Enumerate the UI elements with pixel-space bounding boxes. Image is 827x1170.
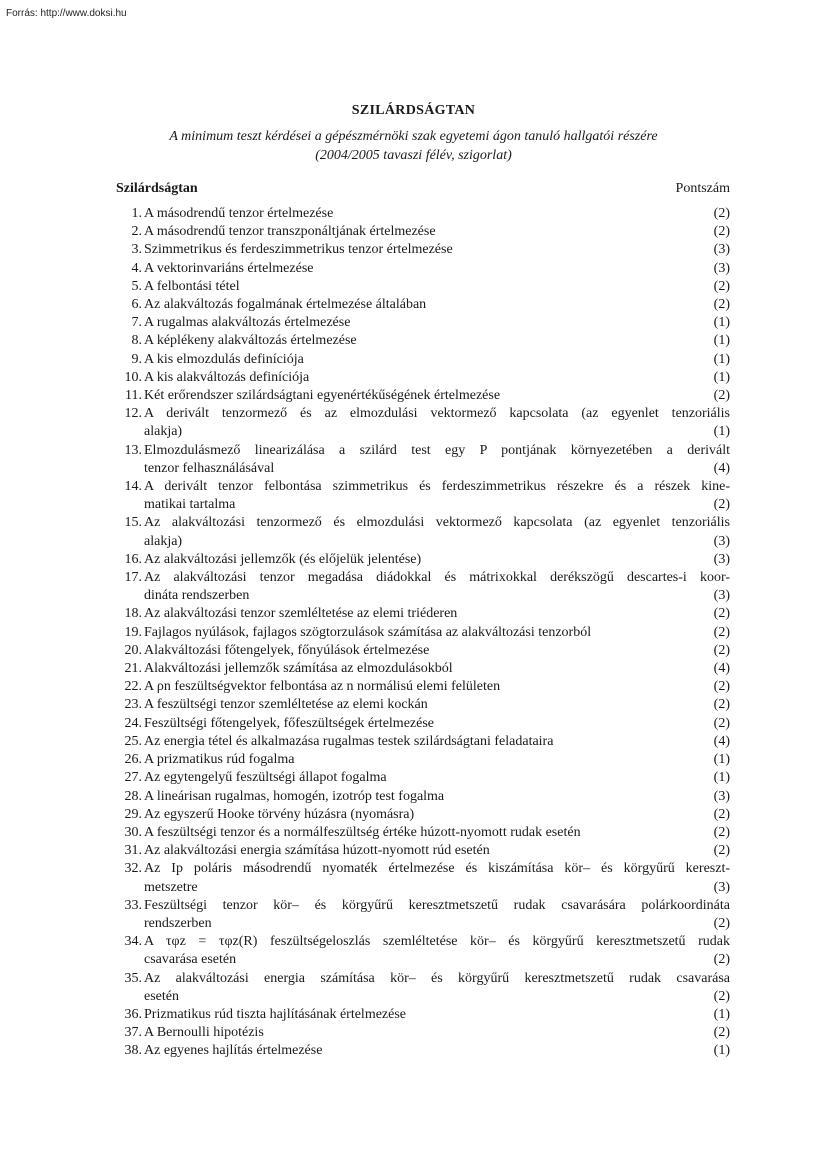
question-number: 27. <box>124 770 142 786</box>
question-item <box>116 551 730 569</box>
question-body <box>144 351 730 369</box>
question-points: (3) <box>713 879 730 895</box>
question-item <box>116 824 730 842</box>
question-text: A prizmatikus rúd fogalma <box>144 752 295 768</box>
question-text: Alakváltozási jellemzők számítása az elmozdulásokból <box>144 661 453 677</box>
question-text-line2: dináta rendszerben <box>144 588 250 604</box>
question-text-line2: esetén <box>144 988 179 1004</box>
question-list <box>116 205 730 1061</box>
question-text: A másodrendű tenzor értelmezése <box>144 206 334 221</box>
points-column-header: Pontszám <box>675 181 730 196</box>
question-points: (1) <box>713 1043 730 1059</box>
question-body <box>144 733 730 751</box>
question-number: 1. <box>131 206 142 221</box>
section-title: Szilárdságtan <box>116 181 198 196</box>
question-item <box>116 751 730 769</box>
question-text: A feszültségi tenzor szemléltetése az elemi kockán <box>144 697 428 713</box>
question-body <box>144 769 730 787</box>
question-number: 14. <box>124 479 142 495</box>
question-text: Fajlagos nyúlások, fajlagos szögtorzulások számítása az alakváltozási tenzorból <box>144 624 592 640</box>
question-points: (1) <box>713 1006 730 1022</box>
question-number: 4. <box>131 260 142 276</box>
question-number: 26. <box>124 752 142 768</box>
question-text: A kis alakváltozás definíciója <box>144 369 310 385</box>
question-number: 11. <box>125 388 142 404</box>
question-item <box>116 478 730 514</box>
question-item <box>116 769 730 787</box>
question-text-line1: Az alakváltozási energia számítása kör– és körgyűrű keresztmetszetű rudak csavarása <box>144 970 730 986</box>
question-text: Az energia tétel és alkalmazása rugalmas testek szilárdságtani feladataira <box>144 733 554 749</box>
section-header <box>116 181 730 197</box>
question-number: 19. <box>124 624 142 640</box>
question-points: (3) <box>713 242 730 258</box>
question-text: Az egyszerű Hooke törvény húzásra (nyomásra) <box>144 806 415 822</box>
question-body <box>144 788 730 806</box>
question-text: A képlékeny alakváltozás értelmezése <box>144 333 357 349</box>
question-body <box>144 569 730 605</box>
question-number: 2. <box>131 224 142 240</box>
question-points: (1) <box>713 770 730 786</box>
question-text-line2: alakja) <box>144 533 183 549</box>
question-text-line2: tenzor felhasználásával <box>144 460 275 476</box>
question-body <box>144 715 730 733</box>
question-body <box>144 442 730 478</box>
question-item <box>116 642 730 660</box>
question-points: (2) <box>713 715 730 731</box>
question-points: (2) <box>713 697 730 713</box>
question-number: 10. <box>124 369 142 385</box>
question-number: 7. <box>131 315 142 331</box>
question-points: (1) <box>713 315 730 331</box>
question-body <box>144 405 730 441</box>
question-text: Az alakváltozás fogalmának értelmezése általában <box>144 297 427 313</box>
question-item <box>116 405 730 441</box>
question-number: 5. <box>131 278 142 294</box>
question-number: 24. <box>124 715 142 731</box>
question-body <box>144 260 730 278</box>
question-item <box>116 933 730 969</box>
document-title: SZILÁRDSÁGTAN <box>351 103 476 118</box>
question-points: (2) <box>713 1025 730 1041</box>
question-item <box>116 223 730 241</box>
question-points: (2) <box>713 388 730 404</box>
question-body <box>144 478 730 514</box>
question-text-line1: A derivált tenzor felbontása szimmetrikus és ferdeszimmetrikus részekre és a részek kine- <box>144 479 730 495</box>
question-body <box>144 751 730 769</box>
question-number: 22. <box>124 679 142 695</box>
question-body <box>144 1006 730 1024</box>
question-body <box>144 660 730 678</box>
question-item <box>116 806 730 824</box>
question-body <box>144 314 730 332</box>
question-number: 33. <box>124 897 142 913</box>
question-number: 8. <box>131 333 142 349</box>
question-number: 38. <box>124 1043 142 1059</box>
question-text-line1: A derivált tenzormező és az elmozdulási vektormező kapcsolata (az egyenlet tenzoriális <box>144 406 730 422</box>
question-points: (4) <box>713 733 730 749</box>
question-body <box>144 514 730 550</box>
question-points: (1) <box>713 333 730 349</box>
question-text-line1: Az alakváltozási tenzor megadása diádokkal és mátrixokkal derékszögű descartes-i koor- <box>144 570 730 586</box>
question-points: (2) <box>713 642 730 658</box>
question-points: (1) <box>713 351 730 367</box>
question-body <box>144 1024 730 1042</box>
question-item <box>116 205 730 223</box>
question-points: (2) <box>713 952 730 968</box>
question-text: Az alakváltozási jellemzők (és előjelük jelentése) <box>144 551 422 567</box>
question-number: 25. <box>124 733 142 749</box>
question-item <box>116 1024 730 1042</box>
question-item <box>116 296 730 314</box>
question-text: A rugalmas alakváltozás értelmezése <box>144 315 351 331</box>
question-text: Szimmetrikus és ferdeszimmetrikus tenzor értelmezése <box>144 242 453 258</box>
question-number: 18. <box>124 606 142 622</box>
question-body <box>144 624 730 642</box>
source-note: Forrás: http://www.doksi.hu <box>6 8 127 19</box>
question-text: A másodrendű tenzor transzponáltjának értelmezése <box>144 224 436 240</box>
question-item <box>116 332 730 350</box>
question-points: (2) <box>713 988 730 1004</box>
question-points: (1) <box>713 424 730 440</box>
question-number: 30. <box>124 824 142 840</box>
question-body <box>144 933 730 969</box>
question-points: (2) <box>713 679 730 695</box>
question-item <box>116 678 730 696</box>
question-text: A lineárisan rugalmas, homogén, izotróp test fogalma <box>144 788 445 804</box>
question-item <box>116 788 730 806</box>
question-item <box>116 241 730 259</box>
question-points: (2) <box>713 297 730 313</box>
question-body <box>144 897 730 933</box>
question-number: 34. <box>124 934 142 950</box>
question-text-line2: metszetre <box>144 879 198 895</box>
question-text: A kis elmozdulás definíciója <box>144 351 304 367</box>
question-text: A feszültségi tenzor és a normálfeszültség értéke húzott-nyomott rudak esetén <box>144 824 581 840</box>
question-number: 21. <box>124 661 142 677</box>
question-text: A felbontási tétel <box>144 278 240 294</box>
question-number: 9. <box>131 351 142 367</box>
question-points: (2) <box>713 806 730 822</box>
question-item <box>116 605 730 623</box>
question-text-line2: matikai tartalma <box>144 497 236 513</box>
question-body <box>144 970 730 1006</box>
question-number: 12. <box>124 406 142 422</box>
question-text: Az egyenes hajlítás értelmezése <box>144 1043 323 1059</box>
question-text: Az egytengelyű feszültségi állapot fogalma <box>144 770 387 786</box>
question-text: Alakváltozási főtengelyek, főnyúlások értelmezése <box>144 642 430 658</box>
question-body <box>144 241 730 259</box>
question-points: (2) <box>713 206 730 221</box>
question-body <box>144 678 730 696</box>
question-number: 6. <box>131 297 142 313</box>
document-subtitle: A minimum teszt kérdései a gépészmérnöki szak egyetemi ágon tanuló hallgatói részére <box>169 129 658 144</box>
question-body <box>144 696 730 714</box>
question-item <box>116 897 730 933</box>
question-number: 31. <box>124 843 142 859</box>
question-text: Két erőrendszer szilárdságtani egyenértékűségének értelmezése <box>144 388 501 404</box>
question-number: 36. <box>124 1006 142 1022</box>
question-number: 13. <box>124 442 142 458</box>
question-item <box>116 314 730 332</box>
question-number: 16. <box>124 551 142 567</box>
question-item <box>116 624 730 642</box>
question-item <box>116 733 730 751</box>
question-number: 28. <box>124 788 142 804</box>
question-points: (2) <box>713 624 730 640</box>
question-text-line1: Az alakváltozási tenzormező és elmozdulási vektormező kapcsolata (az egyenlet tenzoriális <box>144 515 730 531</box>
question-number: 37. <box>124 1025 142 1041</box>
question-points: (1) <box>713 369 730 385</box>
question-points: (3) <box>713 533 730 549</box>
question-number: 29. <box>124 806 142 822</box>
question-points: (2) <box>713 824 730 840</box>
question-body <box>144 369 730 387</box>
question-points: (3) <box>713 788 730 804</box>
question-points: (4) <box>713 661 730 677</box>
question-item <box>116 514 730 550</box>
question-points: (2) <box>713 497 730 513</box>
question-body <box>144 278 730 296</box>
question-points: (1) <box>713 752 730 768</box>
question-number: 17. <box>124 570 142 586</box>
question-body <box>144 205 730 223</box>
question-body <box>144 551 730 569</box>
question-body <box>144 332 730 350</box>
question-text-line2: csavarása esetén <box>144 952 237 968</box>
question-points: (4) <box>713 460 730 476</box>
question-body <box>144 223 730 241</box>
question-body <box>144 1042 730 1060</box>
question-text-line1: Feszültségi tenzor kör– és körgyűrű keresztmetszetű rudak csavarására polárkoordináta <box>144 897 730 913</box>
question-text: Az alakváltozási tenzor szemléltetése az elemi triéderen <box>144 606 458 622</box>
question-body <box>144 387 730 405</box>
question-body <box>144 860 730 896</box>
question-item <box>116 1006 730 1024</box>
question-number: 35. <box>124 970 142 986</box>
question-text: Az alakváltozási energia számítása húzott-nyomott rúd esetén <box>144 843 490 859</box>
question-number: 23. <box>124 697 142 713</box>
question-text: A vektorinvariáns értelmezése <box>144 260 314 276</box>
question-item <box>116 842 730 860</box>
question-item <box>116 278 730 296</box>
question-item <box>116 696 730 714</box>
question-points: (2) <box>713 606 730 622</box>
question-text: A Bernoulli hipotézis <box>144 1025 264 1041</box>
question-item <box>116 1042 730 1060</box>
question-body <box>144 642 730 660</box>
question-item <box>116 715 730 733</box>
question-points: (2) <box>713 224 730 240</box>
question-text: Prizmatikus rúd tiszta hajlításának értelmezése <box>144 1006 407 1022</box>
question-points: (3) <box>713 588 730 604</box>
question-body <box>144 605 730 623</box>
question-body <box>144 824 730 842</box>
document-subtitle-term: (2004/2005 tavaszi félév, szigorlat) <box>315 148 512 163</box>
question-points: (3) <box>713 551 730 567</box>
question-points: (2) <box>713 278 730 294</box>
question-text: A ρn feszültségvektor felbontása az n normálisú elemi felületen <box>144 679 501 695</box>
question-number: 3. <box>131 242 142 258</box>
question-item <box>116 970 730 1006</box>
question-text-line1: A τφz = τφz(R) feszültségeloszlás szemléltetése kör– és körgyűrű keresztmetszetű rudak <box>144 934 730 950</box>
question-text-line1: Elmozdulásmező linearizálása a szilárd test egy P pontjának környezetében a derivált <box>144 442 730 458</box>
question-number: 15. <box>124 515 142 531</box>
question-item <box>116 860 730 896</box>
question-item <box>116 351 730 369</box>
question-body <box>144 296 730 314</box>
question-text-line2: rendszerben <box>144 915 212 931</box>
question-item <box>116 660 730 678</box>
question-text-line2: alakja) <box>144 424 183 440</box>
question-points: (3) <box>713 260 730 276</box>
question-item <box>116 369 730 387</box>
question-item <box>116 442 730 478</box>
question-text: Feszültségi főtengelyek, főfeszültségek értelmezése <box>144 715 434 731</box>
question-number: 32. <box>124 861 142 877</box>
question-item <box>116 260 730 278</box>
question-body <box>144 842 730 860</box>
question-points: (2) <box>713 843 730 859</box>
question-item <box>116 387 730 405</box>
question-body <box>144 806 730 824</box>
question-text-line1: Az Ip poláris másodrendű nyomaték értelmezése és kiszámítása kör– és körgyűrű kereszt- <box>144 861 730 877</box>
question-points: (2) <box>713 915 730 931</box>
question-number: 20. <box>124 642 142 658</box>
question-item <box>116 569 730 605</box>
